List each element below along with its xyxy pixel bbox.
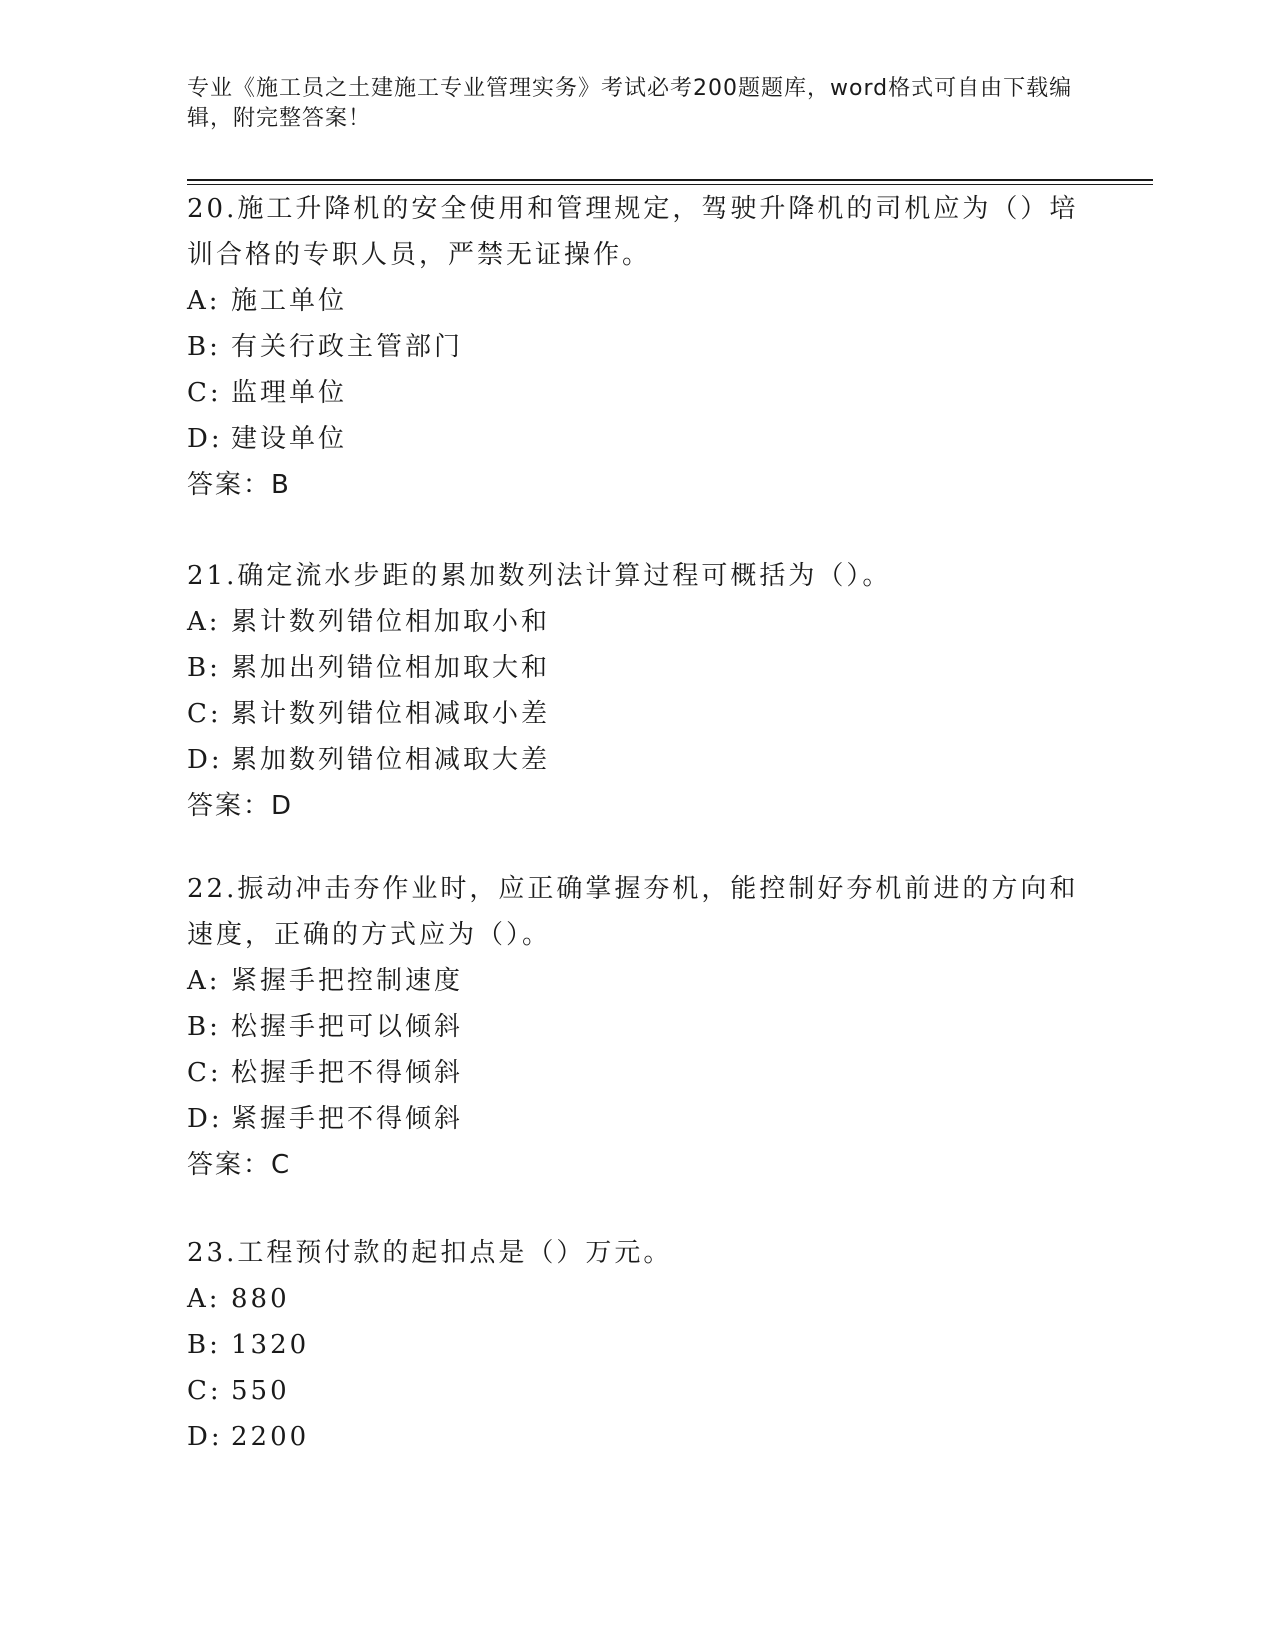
option-text: 紧握手把不得倾斜 bbox=[231, 1104, 464, 1134]
question-22 bbox=[187, 866, 1087, 1188]
option-text: 累计数列错位相减取小差 bbox=[231, 699, 551, 729]
option-c bbox=[187, 370, 1087, 416]
option-key: B: bbox=[187, 1330, 221, 1360]
option-key: D: bbox=[187, 1104, 223, 1134]
option-key: B: bbox=[187, 1012, 221, 1042]
option-a bbox=[187, 958, 1087, 1004]
header-rule-thin bbox=[187, 184, 1153, 185]
option-c bbox=[187, 1050, 1087, 1096]
option-key: C: bbox=[187, 1376, 222, 1406]
option-text: 累计数列错位相加取小和 bbox=[231, 607, 551, 637]
option-text: 有关行政主管部门 bbox=[231, 332, 464, 362]
option-text: 2200 bbox=[231, 1422, 310, 1452]
option-text: 550 bbox=[231, 1376, 290, 1406]
option-key: C: bbox=[187, 699, 222, 729]
option-a bbox=[187, 1276, 1087, 1322]
option-d bbox=[187, 737, 1087, 783]
option-text: 松握手把不得倾斜 bbox=[231, 1058, 464, 1088]
option-c bbox=[187, 1368, 1087, 1414]
option-key: C: bbox=[187, 1058, 222, 1088]
option-d bbox=[187, 416, 1087, 462]
option-text: 施工单位 bbox=[231, 286, 348, 316]
option-c bbox=[187, 691, 1087, 737]
option-text: 880 bbox=[231, 1284, 290, 1314]
option-text: 1320 bbox=[231, 1330, 310, 1360]
option-text: 紧握手把控制速度 bbox=[231, 966, 464, 996]
option-key: A: bbox=[187, 1284, 221, 1314]
option-key: D: bbox=[187, 1422, 223, 1452]
answer-text: 答案：C bbox=[187, 1150, 292, 1180]
option-b bbox=[187, 1322, 1087, 1368]
option-text: 建设单位 bbox=[231, 424, 348, 454]
option-key: A: bbox=[187, 607, 221, 637]
option-text: 累加出列错位相加取大和 bbox=[231, 653, 551, 683]
option-b bbox=[187, 324, 1087, 370]
option-b bbox=[187, 645, 1087, 691]
question-stem: 21.确定流水步距的累加数列法计算过程可概括为（）。 bbox=[187, 561, 892, 591]
option-d bbox=[187, 1096, 1087, 1142]
option-key: D: bbox=[187, 745, 223, 775]
question-stem: 20.施工升降机的安全使用和管理规定，驾驶升降机的司机应为（）培训合格的专职人员，严禁无证操作。 bbox=[187, 194, 1079, 270]
option-key: A: bbox=[187, 286, 221, 316]
option-text: 松握手把可以倾斜 bbox=[231, 1012, 464, 1042]
option-key: D: bbox=[187, 424, 223, 454]
option-a bbox=[187, 278, 1087, 324]
option-key: A: bbox=[187, 966, 221, 996]
answer-text: 答案：D bbox=[187, 791, 294, 821]
document-header: 专业《施工员之土建施工专业管理实务》考试必考200题题库，word格式可自由下载编辑，附完整答案！ bbox=[187, 76, 1073, 131]
answer-text: 答案：B bbox=[187, 470, 291, 500]
question-23 bbox=[187, 1230, 1087, 1460]
option-key: B: bbox=[187, 332, 221, 362]
question-stem: 23.工程预付款的起扣点是（）万元。 bbox=[187, 1238, 673, 1268]
option-d bbox=[187, 1414, 1087, 1460]
header-rule-thick bbox=[187, 179, 1153, 181]
question-20 bbox=[187, 186, 1087, 508]
option-text: 监理单位 bbox=[231, 378, 348, 408]
option-key: C: bbox=[187, 378, 222, 408]
option-key: B: bbox=[187, 653, 221, 683]
option-text: 累加数列错位相减取大差 bbox=[231, 745, 551, 775]
option-b bbox=[187, 1004, 1087, 1050]
question-stem: 22.振动冲击夯作业时，应正确掌握夯机，能控制好夯机前进的方向和速度，正确的方式应为（）。 bbox=[187, 874, 1079, 950]
option-a bbox=[187, 599, 1087, 645]
question-21 bbox=[187, 553, 1087, 829]
